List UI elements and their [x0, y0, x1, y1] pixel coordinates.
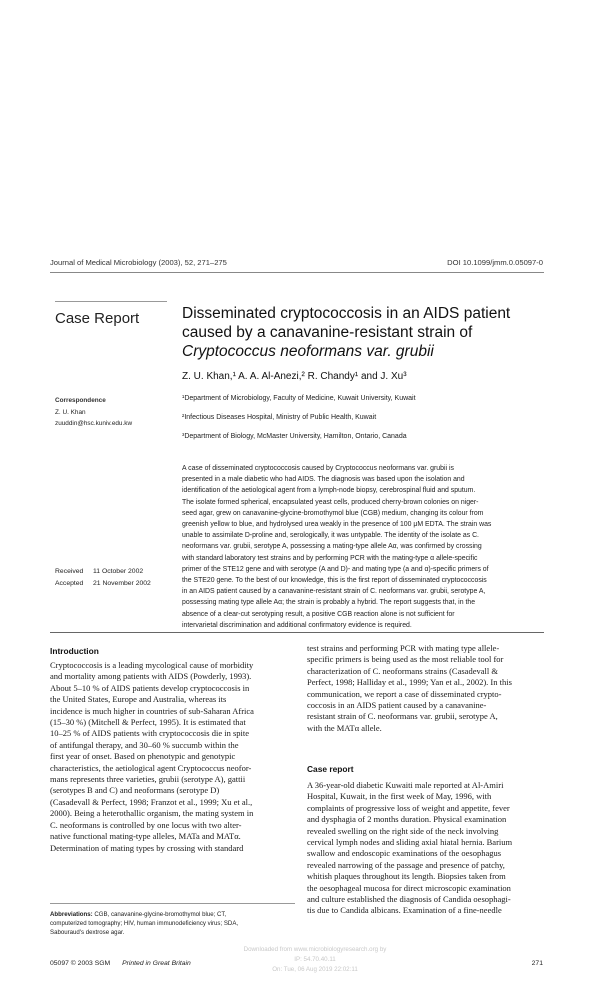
abstract-line: the STE20 gene. To the best of our knowledge, this is the first report of disseminated cryptococcosis	[182, 577, 487, 585]
footnote-rule	[50, 903, 295, 904]
intro-line: Perfect, 1998; Halliday et al., 1999; Yan et al., 2002). In this	[307, 677, 512, 688]
intro-line: (15–30 %) (Mitchell & Perfect, 1995). It is estimated that	[50, 717, 246, 728]
footer-printed: Printed in Great Britain	[122, 960, 191, 967]
article-type-label: Case Report	[55, 310, 140, 327]
abbreviations-line: CGB, canavanine-glycine-bromothymol blue; CT,	[94, 911, 227, 918]
intro-line: communication, we report a case of disseminated crypto-	[307, 688, 502, 699]
download-watermark: Downloaded from www.microbiologyresearch.org by	[243, 946, 387, 953]
abbreviations-line: computerized tomography; HIV, human immunodeficiency virus; SDA,	[50, 920, 239, 927]
intro-line: specific primers is being used as the most reliable tool for	[307, 654, 504, 665]
affiliation-1: ¹Department of Microbiology, Faculty of Medicine, Kuwait University, Kuwait	[182, 395, 416, 402]
case-line: cervical lymph nodes and sliding axial hiatal hernia. Barium	[307, 837, 513, 848]
abbreviations-label: Abbreviations:	[50, 911, 93, 918]
case-line: and dysphagia of 2 months duration. Physical examination	[307, 814, 507, 825]
abbreviations-footnote	[50, 910, 295, 937]
intro-line: C. neoformans is controlled by one locus with two alter-	[50, 819, 242, 830]
label-rule	[55, 301, 167, 302]
download-watermark-ip: IP: 54.70.40.11	[294, 956, 336, 963]
download-watermark-date: On: Tue, 06 Aug 2019 22:02:11	[272, 966, 358, 973]
intro-line: 10–25 % of AIDS patients with cryptococcosis die in spite	[50, 728, 250, 739]
intro-line: mans represents three varieties, grubii (serotype A), gattii	[50, 774, 246, 785]
received-date	[55, 568, 143, 575]
footer-copyright	[50, 960, 191, 967]
case-line: revealed swelling on the right side of the neck involving	[307, 825, 499, 836]
page-number: 271	[531, 960, 543, 967]
title-line-1: Disseminated cryptococcosis in an AIDS patient	[182, 305, 511, 322]
case-line: swallow and endoscopic examinations of the oesophagus	[307, 848, 502, 859]
intro-line: coccosis in an AIDS patient caused by a canavanine-	[307, 700, 487, 711]
intro-line: Cryptococcosis is a leading mycological cause of morbidity	[50, 660, 254, 670]
journal-citation: Journal of Medical Microbiology (2003), 52, 271–275	[50, 258, 227, 267]
case-line: whitish plaques throughout its length. Biopsies taken from	[307, 871, 506, 882]
case-line: the oesophageal mucosa for direct microscopic examination	[307, 882, 511, 893]
correspondence-name: Z. U. Khan	[55, 409, 86, 416]
abstract-line: primer of the STE12 gene and with serotype (A and D)- and mating type (a and α)-specific primers of	[182, 565, 489, 573]
abbreviations-line: Sabouraud's dextrose agar.	[50, 929, 125, 936]
intro-line: characteristics, the aetiological agent Cryptococcus neofor-	[50, 762, 252, 773]
abstract-line: with standard laboratory test strains and by performing PCR with the mating-type α allele-specific	[182, 554, 478, 562]
received-label: Received	[55, 568, 84, 575]
correspondence-email[interactable]: zuuddin@hsc.kuniv.edu.kw	[55, 420, 133, 427]
case-line: A 36-year-old diabetic Kuwaiti male reported at Al-Amiri	[307, 780, 504, 790]
abstract-line: presented in a male diabetic who had AIDS. The diagnosis was based upon the isolation and	[182, 476, 465, 484]
footer-copyright-text: 05097 © 2003 SGM	[50, 960, 111, 967]
intro-line: of antifungal therapy, and 30–60 % succumb within the	[50, 739, 239, 750]
case-line: revealed narrowing of the passage and presence of patchy,	[307, 859, 505, 870]
accepted-value: 21 November 2002	[93, 580, 151, 587]
title-line-3: Cryptococcus neoformans var. grubii	[182, 343, 434, 360]
intro-line: characterization of C. neoformans strains (Casadevall &	[307, 665, 498, 676]
introduction-continued	[307, 643, 545, 734]
abstract-line: in an AIDS patient caused by a canavanine-resistant strain of C. neoformans var. grubii, serotype A,	[182, 588, 486, 596]
accepted-date	[55, 580, 151, 587]
affiliation-2: ²Infectious Diseases Hospital, Ministry of Public Health, Kuwait	[182, 414, 377, 421]
section-rule	[50, 632, 544, 633]
author-list: Z. U. Khan,¹ A. A. Al-Anezi,² R. Chandy¹ and J. Xu³	[182, 371, 407, 382]
intro-line: incidence is much higher in countries of sub-Saharan Africa	[50, 705, 254, 716]
intro-line: test strains and performing PCR with mating type allele-	[307, 643, 500, 653]
intro-line: resistant strain of C. neoformans var. grubii, serotype A,	[307, 711, 498, 722]
abstract-line: intervarietal discrimination and additional confirmatory evidence is required.	[182, 621, 412, 629]
header-rule	[50, 272, 544, 273]
abstract-line: The isolate formed spherical, encapsulated yeast cells, produced cherry-brown colonies on niger-	[182, 498, 479, 506]
abstract-line: seed agar, grew on canavanine-glycine-bromothymol blue (CGB) medium, changing its colour from	[182, 509, 484, 517]
case-line: tis due to Candida albicans. Examination of a fine-needle	[307, 905, 502, 916]
case-line: and culture established the diagnosis of Candida oesophagi-	[307, 894, 511, 905]
abstract	[182, 463, 544, 631]
intro-line: with the MATα allele.	[307, 722, 382, 733]
case-report-heading: Case report	[307, 764, 354, 774]
case-report-text	[307, 780, 545, 917]
abstract-line: absence of a clear-cut serotyping result, a positive CGB reaction alone is not sufficient for	[182, 610, 455, 618]
abstract-line: A case of disseminated cryptococcosis caused by Cryptococcus neoformans var. grubii is	[182, 465, 454, 472]
introduction-text	[50, 660, 297, 854]
case-line: complaints of progressive loss of weight and appetite, fever	[307, 802, 510, 813]
case-line: Hospital, Kuwait, in the first week of May, 1996, with	[307, 791, 492, 802]
title-line-2: caused by a canavanine-resistant strain of	[182, 324, 473, 341]
intro-line: 2000). Being a heterothallic organism, the mating system in	[50, 808, 254, 819]
abstract-line: identification of the aetiological agent from a lymph-node biopsy, cerebrospinal fluid and sputum.	[182, 487, 476, 495]
received-value: 11 October 2002	[93, 568, 144, 575]
abstract-line: possessing mating type allele Aα; the strain is probably a hybrid. The report suggests that, in the	[182, 599, 476, 607]
intro-line: first year of onset. Based on phenotypic and genotypic	[50, 751, 236, 762]
abstract-line: greenish yellow to blue, and hydrolysed urea weakly in the presence of 100 μM EDTA. The strain was	[182, 521, 492, 529]
introduction-heading: Introduction	[50, 646, 99, 656]
accepted-label: Accepted	[55, 580, 84, 587]
abstract-line: neoformans var. grubii, serotype A, possessing a mating-type allele Aα, was confirmed by crossing	[182, 543, 482, 551]
affiliation-3: ³Department of Biology, McMaster University, Hamilton, Ontario, Canada	[182, 433, 407, 440]
article-title	[182, 304, 542, 361]
intro-line: (serotypes B and C) and neoformans (serotype D)	[50, 785, 220, 796]
intro-line: and mortality among patients with AIDS (Powderly, 1993).	[50, 671, 252, 682]
intro-line: native functional mating-type alleles, MATa and MATα.	[50, 831, 241, 842]
abstract-line: unable to assimilate D-proline and, serologically, it was untypable. The identity of the isolate as C.	[182, 532, 479, 540]
intro-line: the United States, Europe and Australia, whereas its	[50, 694, 227, 705]
intro-line: About 5–10 % of AIDS patients develop cryptococcosis in	[50, 682, 250, 693]
intro-line: (Casadevall & Perfect, 1998; Franzot et al., 1999; Xu et al.,	[50, 796, 253, 807]
intro-line: Determination of mating types by crossing with standard	[50, 842, 244, 853]
doi: DOI 10.1099/jmm.0.05097-0	[447, 258, 543, 267]
correspondence-label: Correspondence	[55, 397, 106, 404]
